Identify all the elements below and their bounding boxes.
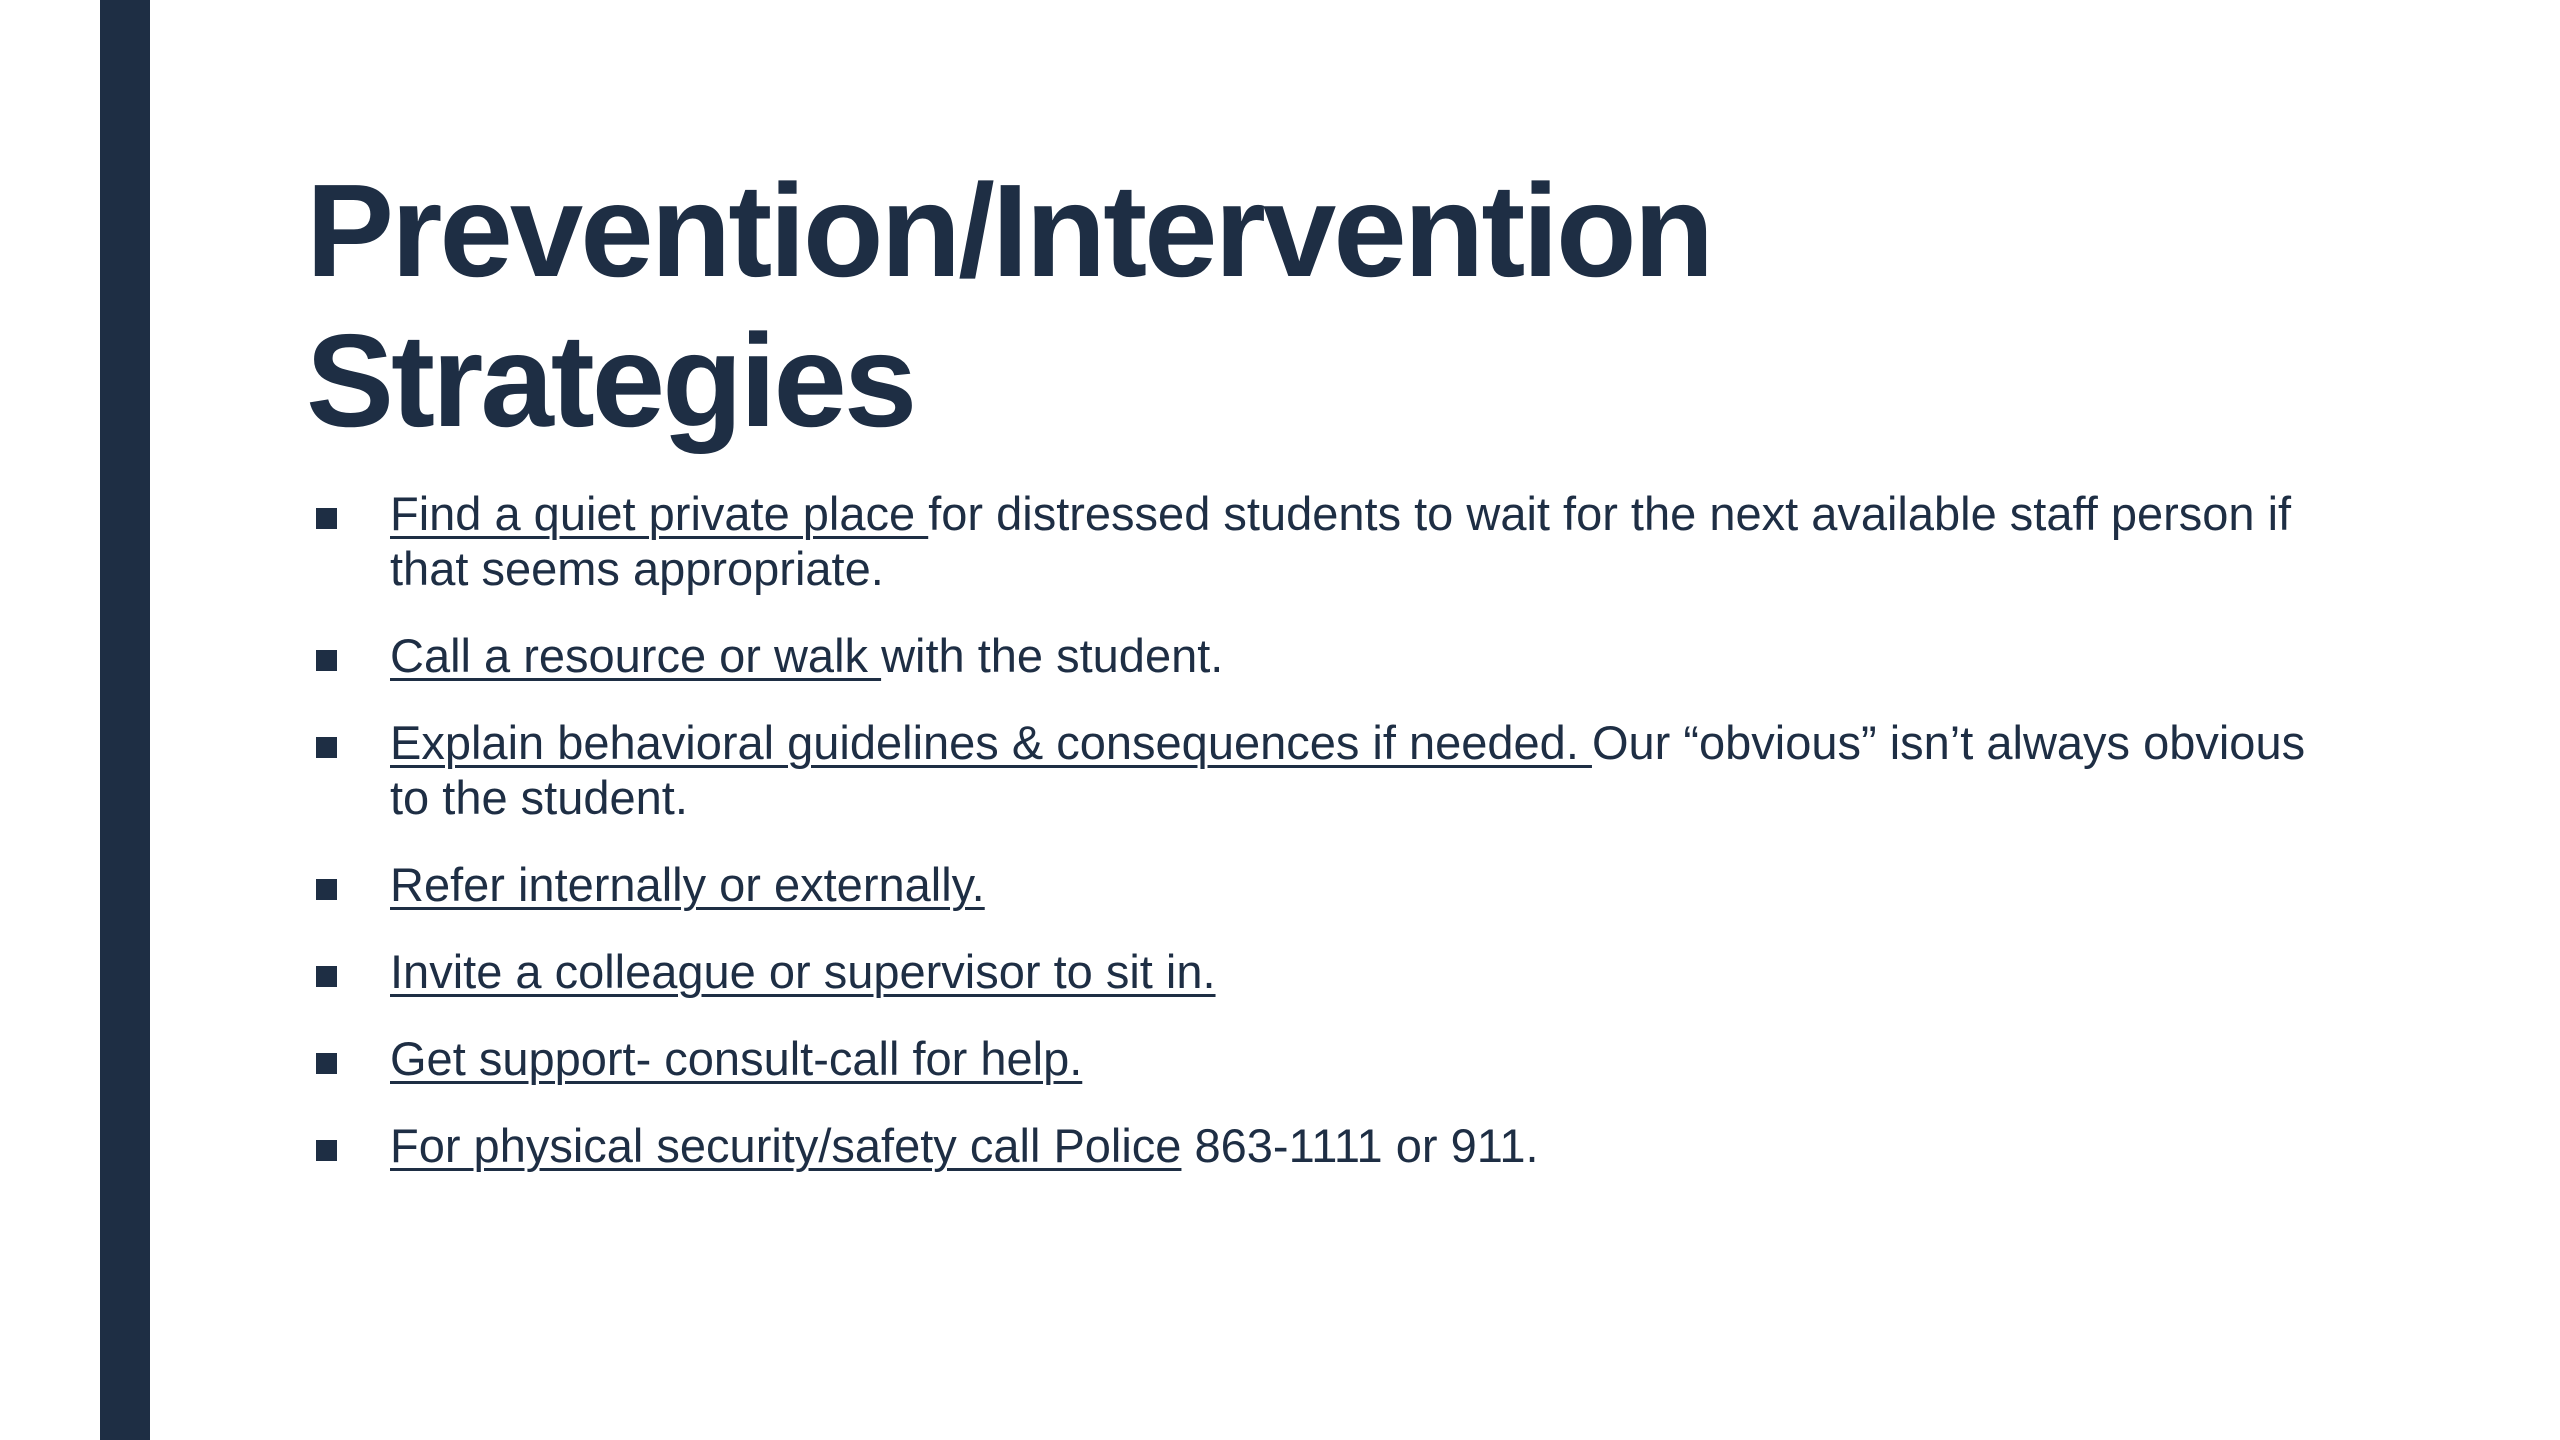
accent-bar xyxy=(100,0,150,1440)
square-bullet-icon xyxy=(316,508,337,529)
bullet-text-police: 863-1111 or 911. xyxy=(1181,1119,1539,1172)
bullet-link-get-support[interactable]: Get support- consult-call for help. xyxy=(390,1032,1083,1085)
square-bullet-icon xyxy=(316,737,337,758)
bullet-item-invite-colleague xyxy=(306,944,2306,999)
square-bullet-icon xyxy=(316,879,337,900)
bullet-link-quiet-place[interactable]: Find a quiet private place xyxy=(390,487,929,540)
square-bullet-icon xyxy=(316,650,337,671)
bullet-link-call-resource[interactable]: Call a resource or walk xyxy=(390,629,882,682)
bullet-link-explain-guidelines[interactable]: Explain behavioral guidelines & consequences if needed. xyxy=(390,716,1592,769)
bullet-item-explain-guidelines xyxy=(306,715,2306,825)
bullet-item-get-support xyxy=(306,1031,2306,1086)
bullet-item-quiet-place xyxy=(306,486,2306,596)
square-bullet-icon xyxy=(316,1140,337,1161)
bullet-text-call-resource: with the student. xyxy=(881,629,1224,682)
slide-title-line-1: Prevention/Intervention xyxy=(306,157,1712,304)
bullet-list xyxy=(306,486,2306,1205)
slide-title-line-2: Strategies xyxy=(306,307,915,454)
bullet-item-refer xyxy=(306,857,2306,912)
bullet-link-refer[interactable]: Refer internally or externally. xyxy=(390,858,985,911)
bullet-item-call-resource xyxy=(306,628,2306,683)
bullet-item-police xyxy=(306,1118,2306,1173)
square-bullet-icon xyxy=(316,966,337,987)
bullet-link-invite-colleague[interactable]: Invite a colleague or supervisor to sit in. xyxy=(390,945,1216,998)
bullet-link-police[interactable]: For physical security/safety call Police xyxy=(390,1119,1182,1172)
bullet-text-explain-guidelines: Our “obvious” isn’t always obvious to the student. xyxy=(390,716,2306,824)
square-bullet-icon xyxy=(316,1053,337,1074)
bullet-text-quiet-place: for distressed students to wait for the next available staff person if that seems appropriate. xyxy=(390,487,2292,595)
slide-title xyxy=(306,156,2306,456)
